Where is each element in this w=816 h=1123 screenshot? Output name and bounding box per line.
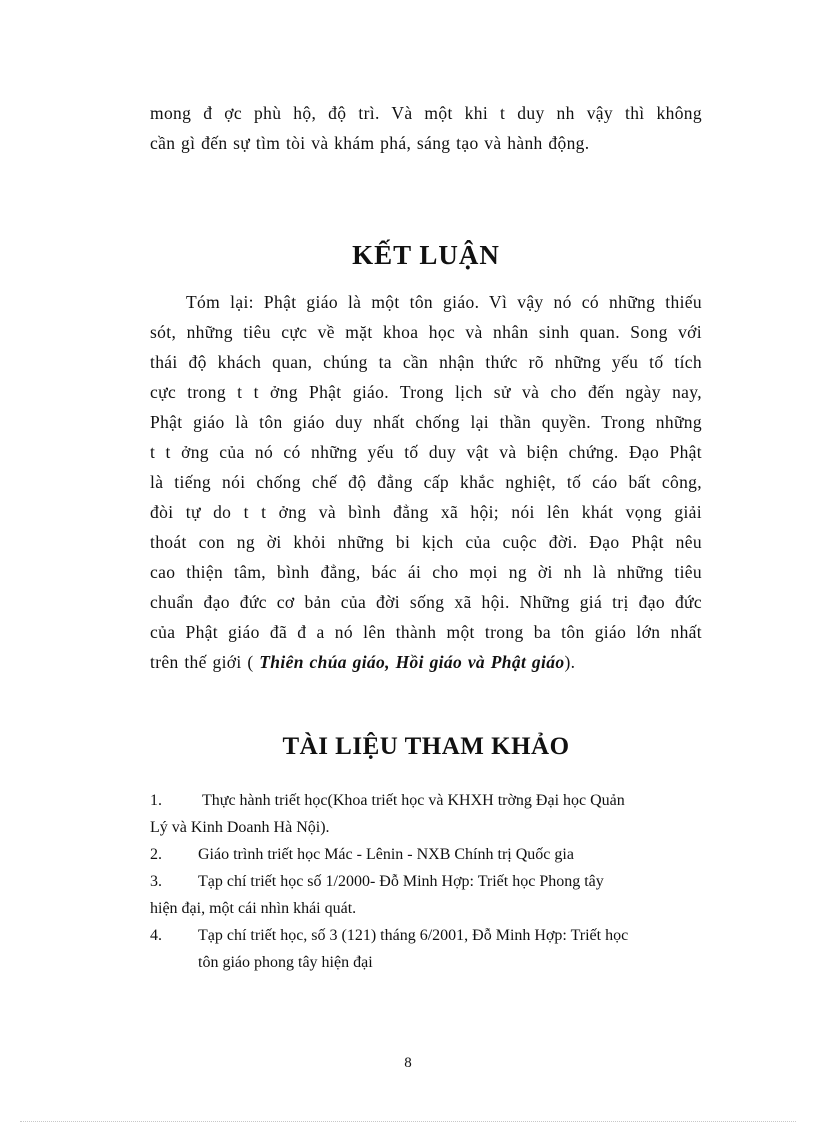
references-list	[150, 787, 702, 976]
reference-text: Tạp chí triết học, số 3 (121) tháng 6/2001, Đỗ Minh Hợp: Triết học	[198, 927, 629, 944]
text-line: cần gì đến sự tìm tòi và khám phá, sáng tạo và hành động.	[150, 133, 590, 153]
reference-item	[150, 787, 702, 841]
text-fragment: trên thế giới (	[150, 652, 260, 672]
text-line: t t ởng của nó có những yếu tố duy vật và biện chứng. Đạo Phật	[150, 442, 702, 462]
text-line: đòi tự do t t ởng và bình đẳng xã hội; nói lên khát vọng giải	[150, 502, 702, 522]
reference-text: Tạp chí triết học số 1/2000- Đỗ Minh Hợp: Triết học Phong tây	[198, 873, 604, 890]
reference-text-continued: tôn giáo phong tây hiện đại	[198, 954, 373, 971]
reference-number: 3.	[150, 873, 162, 890]
text-fragment: ).	[564, 652, 576, 672]
text-line: thái độ khách quan, chúng ta cần nhận thức rõ những yếu tố tích	[150, 352, 702, 372]
text-line: mong đ ợc phù hộ, độ trì. Và một khi t duy nh vậy thì không	[150, 103, 702, 123]
text-line: sót, những tiêu cực về mặt khoa học và nhân sinh quan. Song với	[150, 322, 702, 342]
text-line: của Phật giáo đã đ a nó lên thành một trong ba tôn giáo lớn nhất	[150, 622, 702, 642]
intro-paragraph	[150, 98, 702, 158]
reference-number: 1.	[150, 792, 162, 809]
text-line: cực trong t t ởng Phật giáo. Trong lịch sử và cho đến ngày nay,	[150, 382, 702, 402]
page-number: 8	[404, 1055, 412, 1071]
conclusion-paragraph	[150, 287, 702, 677]
reference-item	[150, 922, 702, 976]
reference-number: 2.	[150, 846, 162, 863]
references-heading: TÀI LIỆU THAM KHẢO	[282, 733, 570, 760]
reference-text-continued: Lý và Kinh Doanh Hà Nội).	[150, 819, 330, 836]
conclusion-heading: KẾT LUẬN	[352, 240, 500, 270]
text-line: thoát con ng ời khỏi những bi kịch của cuộc đời. Đạo Phật nêu	[150, 532, 702, 552]
text-line-final	[150, 647, 702, 677]
text-line: Phật giáo là tôn giáo duy nhất chống lại thần quyền. Trong những	[150, 412, 702, 432]
text-line: là tiếng nói chống chế độ đẳng cấp khắc nghiệt, tố cáo bất công,	[150, 472, 702, 492]
religions-emphasis: Thiên chúa giáo, Hồi giáo và Phật giáo	[259, 652, 565, 672]
reference-item	[150, 841, 702, 868]
reference-text-continued: hiện đại, một cái nhìn khái quát.	[150, 900, 357, 917]
text-line: Tóm lại: Phật giáo là một tôn giáo. Vì vậy nó có những thiếu	[186, 292, 702, 312]
reference-text: Giáo trình triết học Mác - Lênin - NXB Chính trị Quốc gia	[198, 846, 574, 863]
reference-number: 4.	[150, 927, 162, 944]
footer-divider	[20, 1121, 796, 1122]
text-line: chuẩn đạo đức cơ bản của đời sống xã hội. Những giá trị đạo đức	[150, 592, 702, 612]
reference-item	[150, 868, 702, 922]
reference-text: Thực hành triết học(Khoa triết học và KHXH trờng Đại học Quản	[202, 792, 625, 809]
text-line: cao thiện tâm, bình đẳng, bác ái cho mọi ng ời nh là những tiêu	[150, 562, 702, 582]
